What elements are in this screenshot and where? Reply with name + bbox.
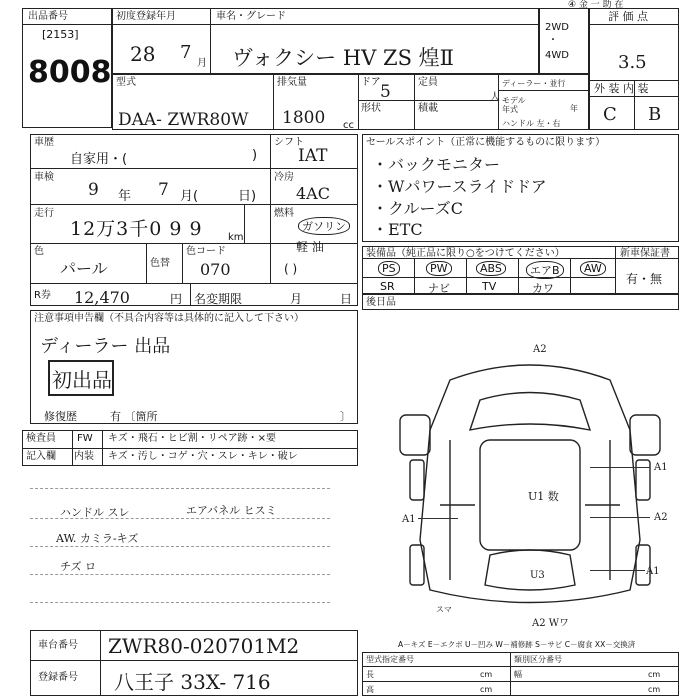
mark-top: A2 (533, 344, 547, 355)
color-change-label: 色替 (150, 258, 170, 269)
fuel-other: 軽 油 (296, 240, 324, 254)
reg-year: 28 (130, 42, 156, 66)
name-change-label: 名変期限 (194, 292, 243, 306)
color-code: 070 (200, 260, 231, 279)
mark-bottom: A2 Wワ (532, 618, 570, 629)
chassis-value: ZWR80-020701M2 (108, 634, 300, 658)
recycle-label: R券 (34, 290, 51, 301)
plate-value: 八王子 33X- 716 (114, 670, 271, 694)
car-diagram (380, 340, 680, 630)
equip-tv: TV (482, 280, 497, 293)
rating-label: 評 価 点 (608, 10, 648, 23)
lot-label: 出品番号 (28, 11, 68, 22)
dealer-model-year: モデル 年式 (502, 96, 526, 114)
shift-label: シフト (274, 137, 304, 148)
warranty-label: 新車保証書 (620, 248, 670, 259)
chassis-label: 車台番号 (38, 640, 78, 651)
mark-right1: A1 (654, 462, 668, 473)
notes-line1: ディーラー 出品 (40, 336, 171, 357)
reg-label: 初度登録年月 (116, 11, 176, 22)
notes-label: 注意事項申告欄（不具合内容等は具体的に記入して下さい） (34, 313, 304, 324)
mark-rear-seat: U3 (530, 570, 545, 581)
selling-item-2: ・Wパワースライドドア (372, 177, 547, 196)
inspector-label: 検査員 (26, 433, 56, 444)
lot-code: [2153] (42, 28, 79, 41)
model-value: DAA- ZWR80W (118, 110, 249, 130)
doors-value: 5 (380, 82, 391, 102)
drive-2wd: 2WD (545, 22, 569, 33)
selling-item-4: ・ETC (372, 220, 423, 239)
capacity-label: 定員 (418, 77, 438, 88)
mileage-value: 12万3千0 9 9 (70, 218, 203, 240)
doors-label: ドア (361, 77, 381, 88)
drive-box (539, 8, 589, 74)
equip-aw: AW (580, 261, 606, 276)
equip-navi: ナビ (428, 282, 450, 295)
insp-note-2: エアバネル ヒスミ (186, 504, 277, 517)
mark-left: A1 (402, 514, 416, 525)
reg-month: 7 (180, 42, 192, 63)
notes-line2: 初出品 (52, 368, 112, 392)
equip-ps: PS (378, 261, 400, 276)
color-label: 色 (34, 246, 44, 257)
lot-number: 8008 (28, 55, 112, 90)
history-label: 車歴 (34, 137, 54, 148)
selling-label: セールスポイント（正常に機能するものに限ります） (366, 137, 606, 148)
rating-exterior: C (603, 104, 617, 125)
reg-month-unit: 月 (197, 58, 207, 69)
displacement-value: 1800 (282, 108, 326, 128)
equip-leather: カワ (532, 282, 554, 295)
history-value: 自家用・( (70, 152, 128, 167)
load-label: 積載 (418, 103, 438, 114)
equip-sr: SR (380, 280, 395, 293)
mark-roof: U1 数 (528, 490, 559, 503)
insp-note-3: AW. カミラ-キズ (56, 532, 139, 545)
rating-score: 3.5 (618, 52, 647, 73)
dealer-label: ディーラー・並行 (502, 79, 566, 88)
insp-note-4: チズ ロ (60, 560, 97, 573)
recycle-value: 12,470 (74, 288, 130, 307)
car-name-label: 車名・グレード (216, 11, 286, 22)
shape-label: 形状 (361, 103, 381, 114)
int-items: キズ・汚し・コゲ・穴・スレ・キレ・破レ (108, 451, 298, 462)
mark-bottom-left: スマ (436, 605, 452, 614)
model-label: 型式 (116, 77, 136, 88)
rating-interior: B (648, 104, 662, 125)
legend: A－キズ E－エクボ U－凹み W－補修跡 S－サビ C－腐食 XX－交換済 (398, 640, 636, 649)
ext-int-label: 外 装 内 装 (594, 82, 649, 95)
insp-note-1: ハンドル スレ (60, 506, 130, 519)
entry-label: 記入欄 (26, 451, 56, 462)
spec-label: 型式指定番号 (366, 655, 414, 664)
dealer-year-unit: 年 (570, 104, 578, 113)
equip-airbag: エアB (526, 261, 564, 279)
car-name-value: ヴォクシー HV ZS 煌Ⅱ (232, 46, 454, 70)
mileage-label: 走行 (34, 208, 54, 219)
color-value: パール (60, 259, 108, 278)
shift-value: IAT (298, 146, 328, 166)
drive-4wd: 4WD (545, 50, 569, 61)
displacement-label: 排気量 (277, 77, 307, 88)
top-note: ④ 金 一 助 在 (568, 0, 624, 10)
fuel-label: 燃料 (274, 208, 294, 219)
color-code-label: 色コード (186, 246, 226, 257)
selling-item-1: ・バックモニター (372, 155, 501, 174)
equip-abs: ABS (476, 261, 506, 276)
warranty-value: 有・無 (626, 272, 663, 286)
post-date-label: 後日品 (366, 297, 396, 308)
inspection-year: 9 (88, 180, 99, 200)
fuel-selected: ガソリン (298, 217, 350, 235)
displacement-unit: cc (343, 120, 354, 131)
repair-label: 修復歴 (44, 410, 77, 423)
mark-right2: A2 (654, 512, 668, 523)
repair-value: 有 〔箇所 (110, 410, 158, 423)
inspection-month: 7 (158, 180, 169, 200)
capacity-unit: 人 (490, 92, 500, 103)
aircon-value: 4AC (296, 184, 330, 203)
fuel-paren: ( ) (284, 262, 298, 276)
plate-label: 登録番号 (38, 672, 78, 683)
inspection-label: 車検 (34, 172, 54, 183)
equip-pw: PW (426, 261, 452, 276)
class-label: 類別区分番号 (514, 655, 562, 664)
selling-item-3: ・クルーズC (372, 199, 463, 218)
fw-items: キズ・飛石・ヒビ割・リペア跡・×要 (108, 433, 276, 444)
dealer-handle: ハンドル 左・右 (502, 119, 561, 128)
mileage-unit: km (228, 232, 244, 243)
aircon-label: 冷房 (274, 172, 294, 183)
equipment-label: 装備品（純正品に限り○をつけてください） (366, 248, 565, 259)
mark-right3: A1 (646, 566, 660, 577)
